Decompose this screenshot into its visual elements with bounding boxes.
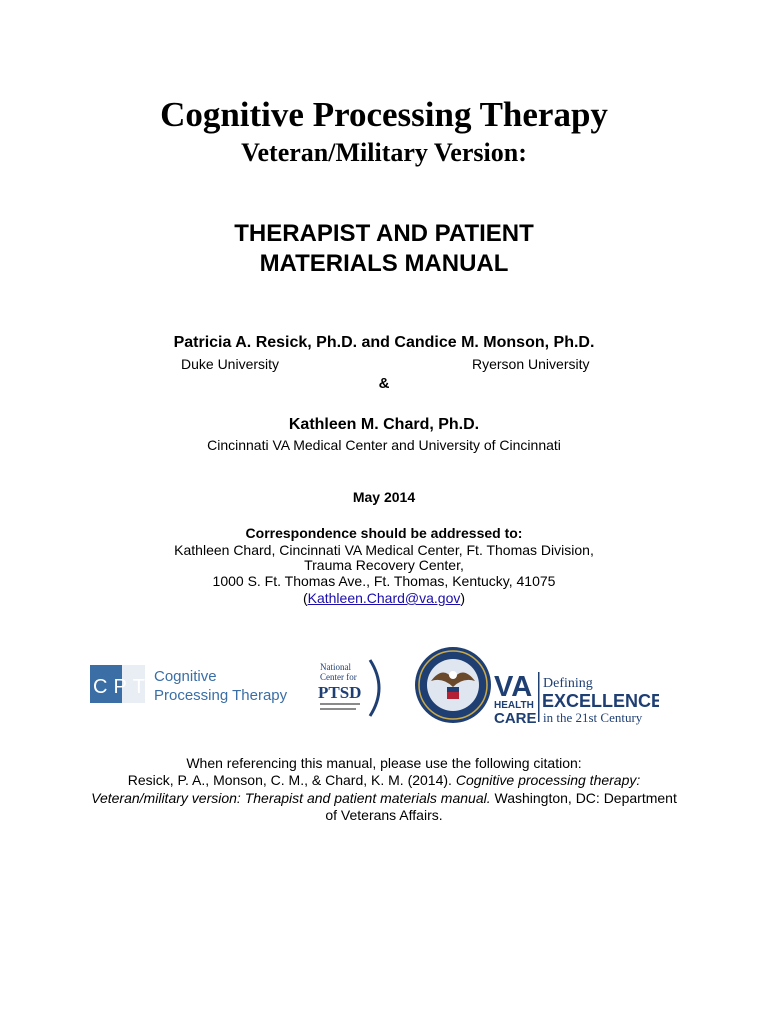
cpt-logo-mark: CPT (93, 676, 151, 698)
document-title: Cognitive Processing Therapy (160, 95, 608, 134)
correspondence-address: 1000 S. Ft. Thomas Ave., Ft. Thomas, Kentucky, 41075 (212, 573, 556, 589)
correspondence-line: Kathleen Chard, Cincinnati VA Medical Center, Ft. Thomas Division, (174, 542, 594, 558)
cpt-logo (90, 663, 290, 705)
cpt-logo-line1: Cognitive (154, 668, 217, 685)
cpt-logo-line2: Processing Therapy (154, 687, 288, 704)
manual-heading-line2: MATERIALS MANUAL (259, 250, 509, 277)
citation-line (0, 790, 768, 806)
citation-intro: When referencing this manual, please use the following citation: (186, 755, 582, 771)
citation-authors: Resick, P. A., Monson, C. M., & Chard, K. M. (2014). (127, 772, 456, 788)
citation-title-part1: Cognitive processing therapy: (455, 772, 641, 788)
correspondence-line: Trauma Recovery Center, (304, 557, 464, 573)
va-logo-excellence: EXCELLENCE (542, 691, 659, 711)
ptsd-logo-line1: National (320, 662, 351, 672)
correspondence-email-line (0, 590, 768, 606)
ampersand: & (378, 375, 390, 392)
email-paren-close: ) (460, 590, 466, 606)
ptsd-center-logo (312, 656, 388, 720)
publication-date: May 2014 (352, 489, 416, 505)
citation-publisher: Washington, DC: Department (490, 790, 677, 806)
email-paren-open: ( (302, 590, 308, 606)
manual-heading-line1: THERAPIST AND PATIENT (234, 220, 534, 247)
ptsd-logo-line3: PTSD (318, 683, 362, 702)
va-logo-care: CARE (494, 710, 537, 726)
citation-line (0, 772, 768, 788)
ptsd-logo-line2: Center for (320, 672, 357, 682)
va-seal-eagle-icon (413, 645, 493, 725)
citation-title-part2: Veteran/military version: Therapist and patient materials manual. (91, 790, 491, 806)
affiliation-ryerson: Ryerson University (472, 356, 590, 372)
va-logo-century: in the 21st Century (543, 710, 643, 725)
va-logo-va: VA (494, 671, 533, 703)
va-health-care-logo (494, 668, 659, 726)
va-logo-defining: Defining (543, 676, 593, 691)
correspondence-heading: Correspondence should be addressed to: (245, 525, 523, 541)
third-author-affiliation: Cincinnati VA Medical Center and University of Cincinnati (207, 437, 561, 453)
third-author: Kathleen M. Chard, Ph.D. (288, 416, 480, 433)
document-subtitle: Veteran/Military Version: (241, 138, 527, 167)
citation-line: of Veterans Affairs. (325, 807, 443, 823)
affiliation-duke: Duke University (181, 356, 280, 372)
email-link[interactable]: Kathleen.Chard@va.gov (307, 590, 461, 606)
authors-line: Patricia A. Resick, Ph.D. and Candice M. Monson, Ph.D. (173, 334, 595, 351)
va-logo-health: HEALTH (494, 700, 534, 711)
